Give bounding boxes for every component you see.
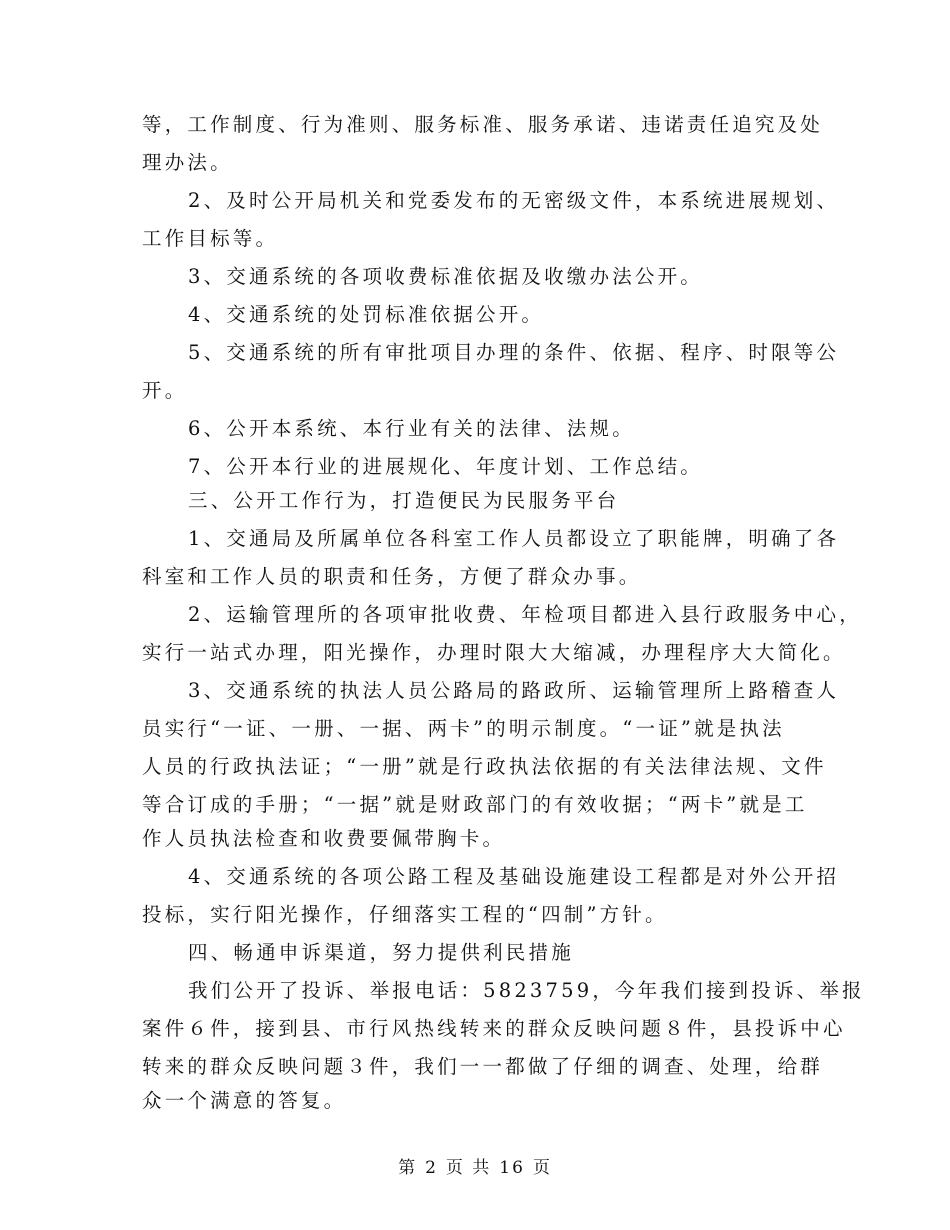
text-line: 开。 <box>142 379 188 402</box>
footer-middle: 页 共 <box>445 1158 492 1178</box>
text-line: 工作目标等。 <box>142 227 279 250</box>
text-line: 3、交通系统的执法人员公路局的路政所、运输管理所上路稽查人 <box>188 679 840 702</box>
footer-prefix: 第 <box>398 1158 418 1178</box>
text-line: 5、交通系统的所有审批项目办理的条件、依据、程序、时限等公 <box>188 341 840 364</box>
text-line: 人员的行政执法证；“一册”就是行政执法依据的有关法律法规、文件 <box>142 755 827 778</box>
text-line: 实行一站式办理，阳光操作，办理时限大大缩减，办理程序大大简化。 <box>142 641 846 664</box>
text-line: 等，工作制度、行为准则、服务标准、服务承诺、违诺责任追究及处 <box>142 113 824 136</box>
footer-suffix: 页 <box>532 1158 552 1178</box>
footer-total-pages: 16 <box>499 1158 525 1178</box>
section-heading: 四、畅通申诉渠道，努力提供利民措施 <box>188 941 574 964</box>
text-line: 3、交通系统的各项收费标准依据及收缴办法公开。 <box>188 265 704 288</box>
text-line: 科室和工作人员的职责和任务，方便了群众办事。 <box>142 565 642 588</box>
text-line: 我们公开了投诉、举报电话：5823759，今年我们接到投诉、举报 <box>188 979 865 1002</box>
text-line: 2、运输管理所的各项审批收费、年检项目都进入县行政服务中心， <box>188 603 862 626</box>
text-line: 6、公开本系统、本行业有关的法律、法规。 <box>188 417 635 440</box>
text-line: 理办法。 <box>142 151 233 174</box>
text-line: 等合订成的手册；“一据”就是财政部门的有效收据；“两卡”就是工 <box>142 793 808 816</box>
text-line: 7、公开本行业的进展规化、年度计划、工作总结。 <box>188 455 704 478</box>
text-line: 转来的群众反映问题３件，我们一一都做了仔细的调查、处理，给群 <box>142 1055 824 1078</box>
text-line: 4、交通系统的各项公路工程及基础设施建设工程都是对外公开招 <box>188 865 840 888</box>
page-footer <box>0 1153 950 1178</box>
footer-page-number: 2 <box>425 1158 438 1178</box>
text-line: 众一个满意的答复。 <box>142 1089 347 1112</box>
text-line: 作人员执法检查和收费要佩带胸卡。 <box>142 827 506 850</box>
text-line: 1、交通局及所属单位各科室工作人员都设立了职能牌，明确了各 <box>188 527 840 550</box>
text-line: 投标，实行阳光操作，仔细落实工程的“四制”方针。 <box>142 903 668 926</box>
text-line: 2、及时公开局机关和党委发布的无密级文件，本系统进展规划、 <box>188 189 840 212</box>
text-line: 案件６件，接到县、市行风热线转来的群众反映问题８件，县投诉中心 <box>142 1017 846 1040</box>
text-line: 员实行“一证、一册、一据、两卡”的明示制度。“一证”就是执法 <box>142 717 785 740</box>
section-heading: 三、公开工作行为，打造便民为民服务平台 <box>188 489 620 512</box>
text-line: 4、交通系统的处罚标准依据公开。 <box>188 303 545 326</box>
